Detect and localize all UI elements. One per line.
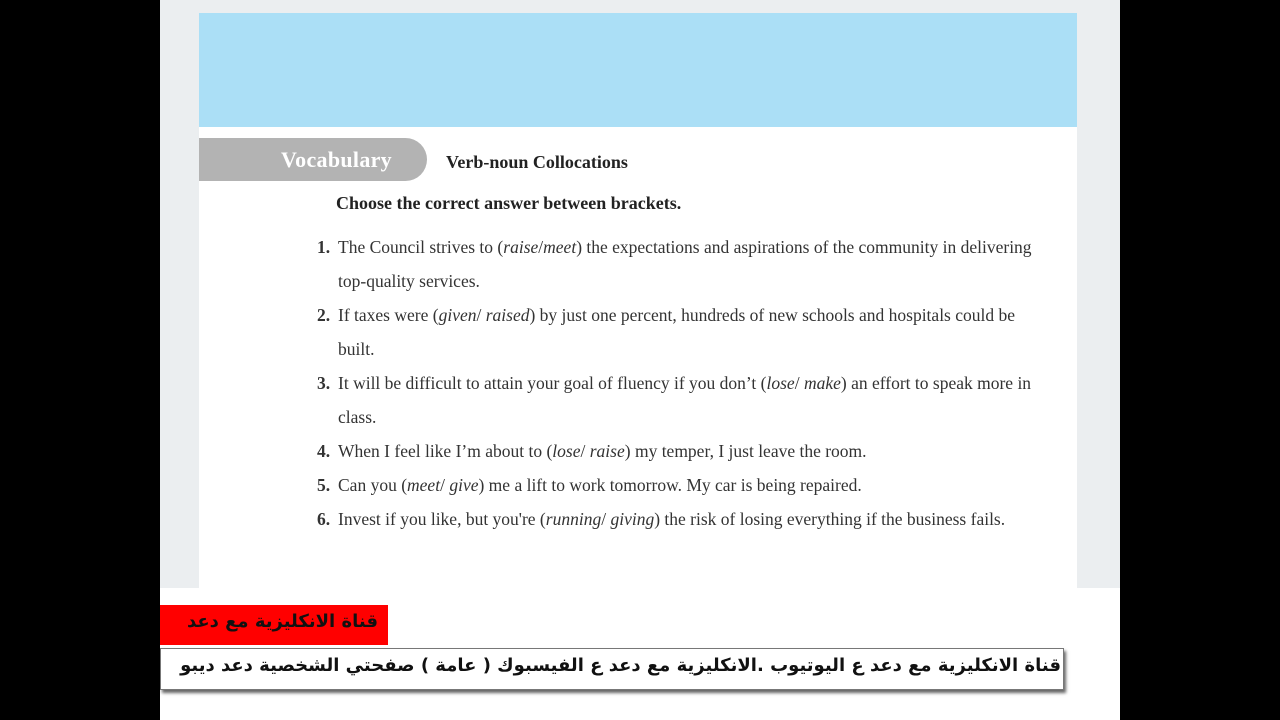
item-number: 2.	[317, 305, 331, 325]
option-separator: /	[538, 237, 544, 257]
item-text-before: Can you (	[338, 475, 408, 495]
scrolling-ticker	[160, 648, 1064, 690]
option-1: lose	[552, 441, 581, 461]
item-number: 5.	[317, 475, 331, 495]
item-text-after: ) the expectations and aspirations of the community in delivering top-quality services.	[338, 237, 1032, 291]
option-2: raise	[589, 441, 625, 461]
item-number: 1.	[317, 237, 331, 257]
option-1: raise	[503, 237, 539, 257]
option-separator: /	[440, 475, 450, 495]
option-2: raised	[485, 305, 530, 325]
exercise-item-1	[317, 230, 1037, 298]
exercise-list	[317, 230, 1037, 536]
option-1: meet	[407, 475, 441, 495]
item-text-after: ) me a lift to work tomorrow. My car is being repaired.	[478, 475, 862, 495]
video-frame	[160, 0, 1120, 720]
exercise-instruction: Choose the correct answer between brackets.	[336, 193, 682, 213]
section-title: Verb-noun Collocations	[446, 152, 628, 172]
channel-label-text: قناة الانكليزية مع دعد	[186, 611, 378, 632]
document-viewer	[160, 0, 1120, 588]
option-2: giving	[610, 509, 655, 529]
header-banner	[199, 13, 1077, 127]
option-separator: /	[601, 509, 611, 529]
option-1: running	[545, 509, 602, 529]
document-page	[199, 13, 1077, 588]
item-text-before: The Council strives to (	[338, 237, 504, 257]
item-text-before: If taxes were (	[338, 305, 439, 325]
item-number: 4.	[317, 441, 331, 461]
option-separator: /	[476, 305, 486, 325]
item-text-after: ) the risk of losing everything if the business fails.	[654, 509, 1006, 529]
option-separator: /	[580, 441, 590, 461]
item-text-before: When I feel like I’m about to (	[338, 441, 553, 461]
ticker-text: قناة الانكليزية مع دعد ع اليوتيوب .الانكليزية مع دعد ع الفيسبوك ( عامة ) صفحتي الشخصية دعد ديبو	[180, 655, 1061, 676]
option-1: given	[438, 305, 477, 325]
item-text-before: It will be difficult to attain your goal of fluency if you don’t (	[338, 373, 767, 393]
item-number: 3.	[317, 373, 331, 393]
item-text-before: Invest if you like, but you're (	[338, 509, 546, 529]
channel-label-banner	[160, 605, 388, 645]
exercise-item-6	[317, 502, 1037, 536]
option-2: meet	[543, 237, 577, 257]
option-2: give	[449, 475, 479, 495]
exercise-item-3	[317, 366, 1037, 434]
item-text-after: ) an effort to speak more in class.	[338, 373, 1032, 427]
item-text-after: ) by just one percent, hundreds of new schools and hospitals could be built.	[338, 305, 1016, 359]
item-number: 6.	[317, 509, 331, 529]
item-text-after: ) my temper, I just leave the room.	[624, 441, 867, 461]
vocabulary-tab	[199, 138, 427, 181]
exercise-item-4	[317, 434, 1037, 468]
exercise-item-2	[317, 298, 1037, 366]
vocabulary-tab-label: Vocabulary	[281, 147, 392, 172]
option-separator: /	[794, 373, 804, 393]
exercise-item-5	[317, 468, 1037, 502]
option-2: make	[803, 373, 841, 393]
option-1: lose	[766, 373, 795, 393]
